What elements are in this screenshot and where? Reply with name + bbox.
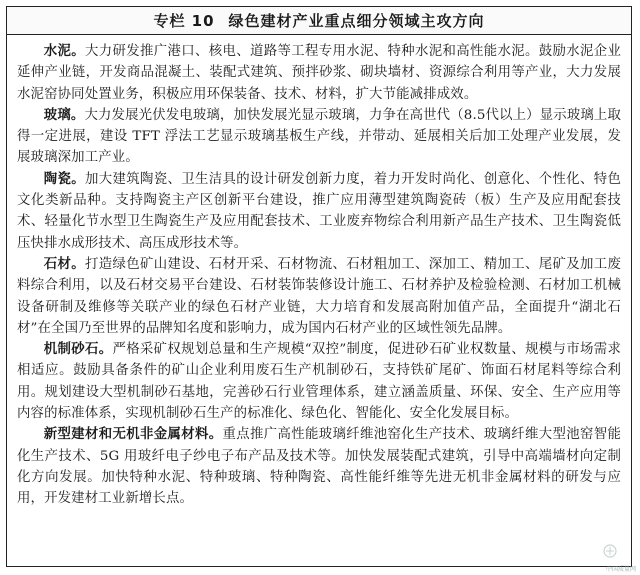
box-label: 专栏 10 [153, 12, 215, 30]
term-ceramics: 陶瓷。 [43, 171, 86, 187]
box-title: 绿色建材产业重点细分领域主攻方向 [228, 12, 485, 30]
box-header [7, 7, 631, 35]
text-new-materials: 重点推广高性能玻璃纤维池窑化生产技术、玻璃纤维大型池窑智能化生产技术、5G 用玻纤电子纱电子布产品及技术等。加快发展装配式建筑，引导中高端墙材向定制化方向发展。加快特种水泥、特种玻璃、特种陶瓷、高性能纤维等先进无机非金属材料的研发与应用，开发建材工业新增长点。 [17, 427, 621, 507]
text-glass: 大力发展光伏发电玻璃，加快发展光显示玻璃，力争在高世代（8.5代以上）显示玻璃上取得一定进展，建设 TFT 浮法工艺显示玻璃基板生产线，并带动、延展相关后加工处理产业发展，发展玻璃深加工产业。 [17, 107, 621, 166]
paragraph-new-materials [17, 424, 621, 509]
text-cement: 大力研发推广港口、核电、道路等工程专用水泥、特种水泥和高性能水泥。鼓励水泥企业延伸产业链，开发商品混凝土、装配式建筑、预拌砂浆、砌块墙材、资源综合利用等产业，大力发展水泥窑协同处置业务，积极应用环保装备、技术、材料，扩大节能减排成效。 [17, 44, 621, 102]
text-ceramics: 加大建筑陶瓷、卫生洁具的设计研发创新力度，着力开发时尚化、创意化、个性化、特色文化类新品种。支持陶瓷主产区创新平台建设，推广应用薄型建筑陶瓷砖（板）生产及应用配套技术、轻量化节水型卫生陶瓷生产及应用配套技术、工业废弃物综合利用新产品生产技术、卫生陶瓷低压快排水成形技术、高压成形技术等。 [17, 171, 621, 251]
term-glass: 玻璃。 [43, 107, 85, 123]
paragraph-sand [17, 339, 621, 424]
box-body [7, 35, 631, 510]
term-cement: 水泥。 [43, 44, 86, 59]
term-stone: 石材。 [43, 256, 86, 272]
term-new-materials: 新型建材和无机非金属材料。 [43, 427, 223, 443]
feature-box [6, 6, 632, 567]
text-stone: 打造绿色矿山建设、石材开采、石材物流、石材粗加工、深加工、精加工、尾矿及加工废料综合利用，以及石材交易平台建设、石材装饰装修设计施工、石材养护及检验检测、石材加工机械设备研制及维修等关联产业的绿色石材产业链，大力培育和发展高附加值产品，全面提升“湖北石材”在全国乃至世界的品牌知名度和影响力，成为国内石材产业的区域性领先品牌。 [17, 256, 621, 336]
paragraph-glass [17, 105, 621, 169]
paragraph-stone [17, 254, 621, 339]
paragraph-cement [17, 41, 621, 105]
text-sand: 严格采矿权规划总量和生产规模“双控”制度，促进砂石矿业权数量、规模与市场需求相适应。鼓励具备条件的矿山企业利用废石生产机制砂石，支持铁矿尾矿、饰面石材尾料等综合利用。规划建设大型机制砂石基地，完善砂石行业管理体系，建立涵盖质量、环保、安全、生产应用等内容的标准体系，实现机制砂石生产的标准化、绿色化、智能化、安全化发展目标。 [17, 342, 622, 422]
term-sand: 机制砂石。 [43, 342, 113, 358]
watermark-text: 中国质量网 [605, 566, 636, 573]
paragraph-ceramics [17, 169, 621, 254]
